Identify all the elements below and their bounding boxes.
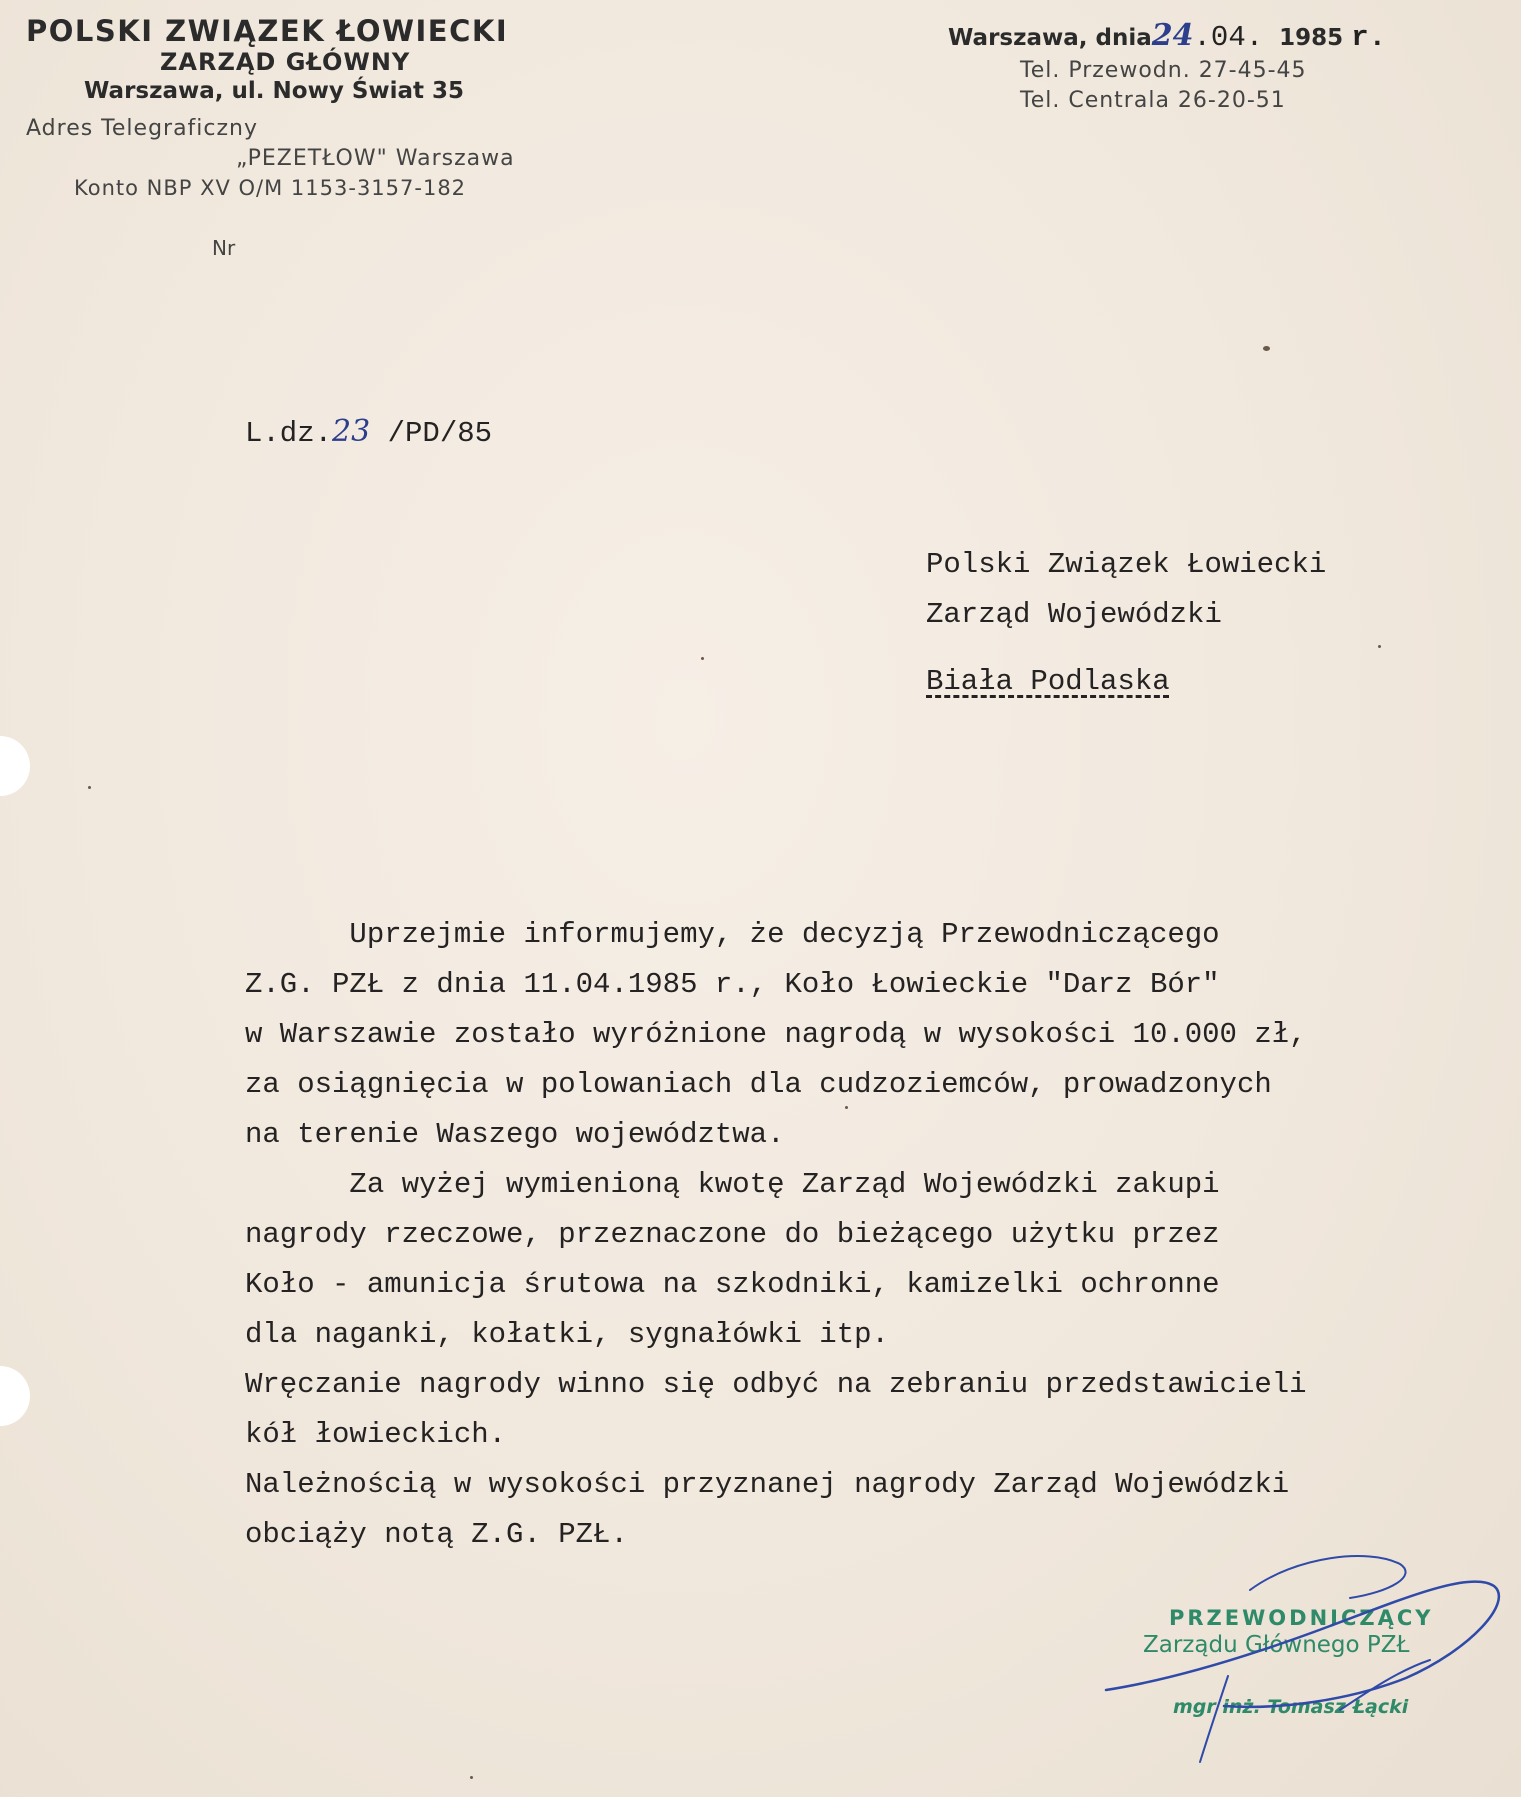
recipient-line-2: Zarząd Wojewódzki [926, 598, 1222, 631]
signature-title: PRZEWODNICZĄCY [1169, 1606, 1434, 1630]
paper-speck [701, 657, 704, 660]
reference-prefix: L.dz. [245, 417, 333, 450]
reference-suffix: /PD/85 [387, 417, 493, 450]
date-day-handwritten: 24 [1151, 18, 1194, 53]
phone-chairman: Tel. Przewodn. 27-45-45 [1020, 58, 1307, 83]
nr-label: Nr [212, 236, 236, 260]
date-year: 1985 [1279, 25, 1344, 51]
telegraph-address: „PEZETŁOW" Warszawa [236, 146, 515, 171]
body-line: kół łowieckich. [245, 1418, 507, 1451]
reference-number [245, 414, 492, 450]
body-line: Wręczanie nagrody winno się odbyć na zebraniu przedstawicieli [245, 1368, 1307, 1401]
telegraph-label: Adres Telegraficzny [26, 116, 259, 141]
body-line: Należnością w wysokości przyznanej nagrody Zarząd Wojewódzki [245, 1468, 1290, 1501]
punch-hole [0, 1366, 30, 1426]
date-line [948, 18, 1386, 54]
letter-body [245, 910, 1485, 1560]
body-line: Uprzejmie informujemy, że decyzją Przewodniczącego [245, 918, 1220, 951]
body-line: w Warszawie zostało wyróżnione nagrodą w wysokości 10.000 zł, [245, 1018, 1307, 1051]
phone-central: Tel. Centrala 26-20-51 [1020, 88, 1286, 113]
signature-organization: Zarządu Głównego PZŁ [1143, 1632, 1410, 1658]
body-line: Koło - amunicja śrutowa na szkodniki, kamizelki ochronne [245, 1268, 1220, 1301]
org-name: POLSKI ZWIĄZEK ŁOWIECKI [26, 14, 509, 48]
paper-speck [1263, 346, 1270, 351]
date-prefix: Warszawa, dnia [948, 25, 1152, 51]
bank-account: Konto NBP XV O/M 1153-3157-182 [74, 176, 467, 200]
handwritten-signature [1100, 1540, 1510, 1770]
board-name: ZARZĄD GŁÓWNY [160, 48, 411, 76]
body-line: nagrody rzeczowe, przeznaczone do bieżącego użytku przez [245, 1218, 1220, 1251]
body-line: Z.G. PZŁ z dnia 11.04.1985 r., Koło Łowieckie "Darz Bór" [245, 968, 1220, 1001]
paper-speck [470, 1776, 473, 1779]
org-address: Warszawa, ul. Nowy Świat 35 [84, 78, 465, 104]
body-line: Za wyżej wymienioną kwotę Zarząd Wojewódzki zakupi [245, 1168, 1220, 1201]
body-line: na terenie Waszego województwa. [245, 1118, 785, 1151]
date-month: .04. [1193, 21, 1264, 54]
recipient-city: Biała Podlaska [926, 665, 1170, 698]
signature-person: mgr inż. Tomasz Łącki [1173, 1696, 1409, 1718]
date-suffix: r. [1351, 21, 1386, 54]
punch-hole [0, 736, 30, 796]
body-line: dla naganki, kołatki, sygnałówki itp. [245, 1318, 889, 1351]
reference-number-handwritten: 23 [332, 414, 371, 449]
body-line: obciąży notą Z.G. PZŁ. [245, 1518, 628, 1551]
recipient-line-1: Polski Związek Łowiecki [926, 548, 1327, 581]
paper-speck [88, 786, 91, 789]
body-line: za osiągnięcia w polowaniach dla cudzoziemców, prowadzonych [245, 1068, 1272, 1101]
paper-speck [1378, 645, 1381, 648]
